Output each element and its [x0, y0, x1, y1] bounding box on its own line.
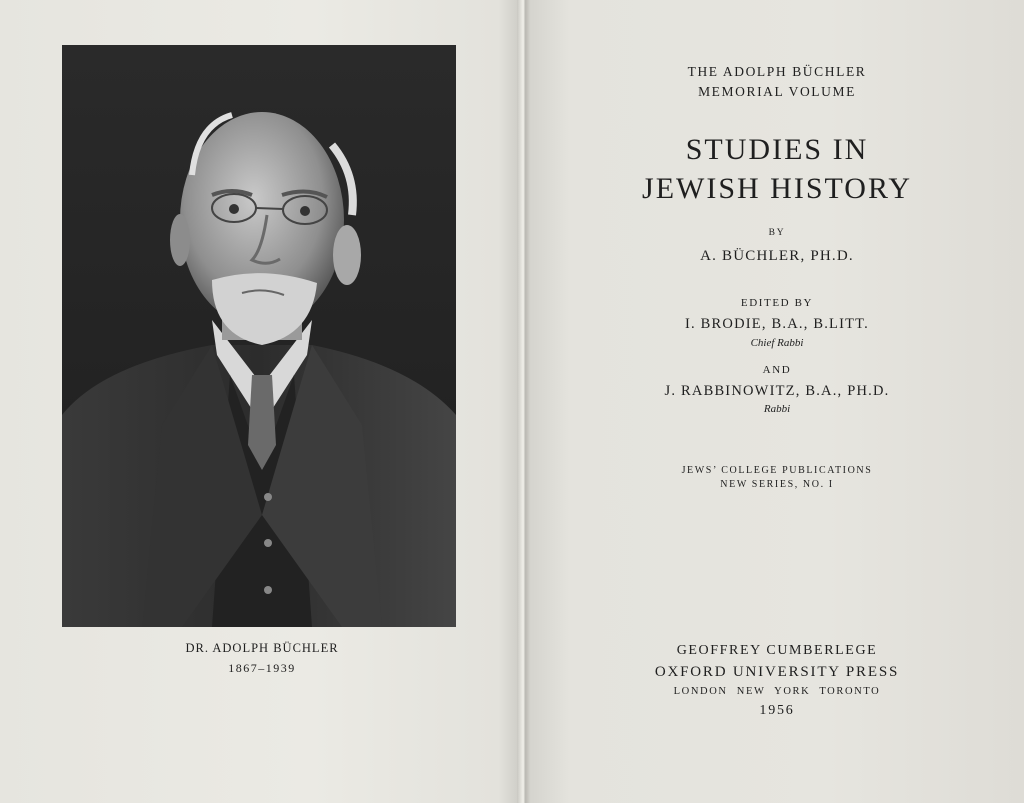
- series-title-line-1: THE ADOLPH BÜCHLER: [687, 64, 867, 79]
- portrait-illustration: [62, 45, 456, 627]
- editor-1-name: I. BRODIE, B.A., B.LITT.: [685, 316, 869, 332]
- publisher-cities: LONDON NEW YORK TORONTO: [673, 686, 881, 697]
- publisher-line-1: GEOFFREY CUMBERLEGE: [676, 643, 878, 658]
- portrait-caption-name: DR. ADOLPH BÜCHLER: [185, 641, 339, 655]
- portrait-caption-years: 1867–1939: [228, 661, 296, 675]
- editor-2-role: Rabbi: [763, 403, 791, 415]
- and-label: AND: [762, 364, 792, 376]
- right-page: [530, 0, 1024, 803]
- portrait-photograph: [62, 45, 456, 627]
- publication-year: 1956: [759, 703, 795, 718]
- by-label: BY: [768, 228, 786, 238]
- publication-series-line-1: JEWS’ COLLEGE PUBLICATIONS: [681, 465, 873, 476]
- publisher-line-2: OXFORD UNIVERSITY PRESS: [654, 664, 900, 680]
- author-name: A. BÜCHLER, PH.D.: [700, 248, 854, 264]
- book-title-line-1: STUDIES IN: [685, 133, 869, 166]
- publication-series-line-2: NEW SERIES, NO. I: [720, 479, 834, 490]
- book-gutter: [517, 0, 531, 803]
- edited-by-label: EDITED BY: [740, 297, 814, 309]
- book-title-line-2: JEWISH HISTORY: [642, 172, 912, 205]
- editor-1-role: Chief Rabbi: [750, 337, 804, 349]
- series-title-line-2: MEMORIAL VOLUME: [698, 84, 856, 99]
- editor-2-name: J. RABBINOWITZ, B.A., PH.D.: [664, 383, 890, 399]
